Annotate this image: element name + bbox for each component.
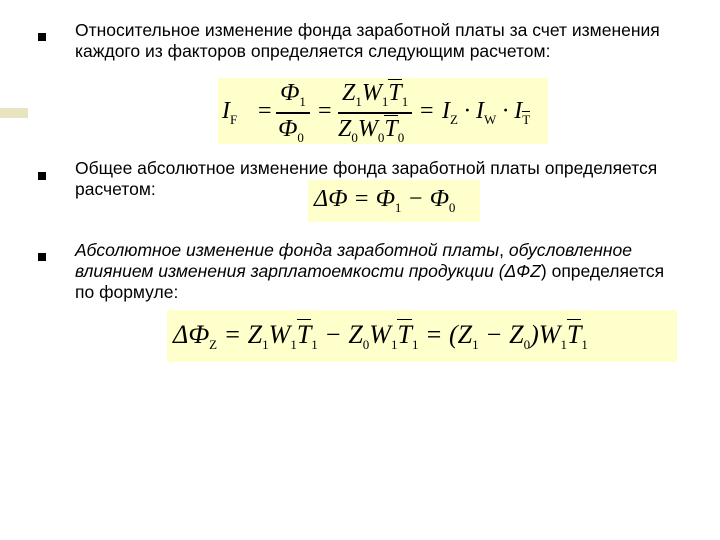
formula-1-eq3: = bbox=[420, 98, 434, 124]
bullet-marker-2 bbox=[38, 172, 46, 180]
bullet-marker-1 bbox=[38, 33, 46, 41]
formula-1-num1: $Ф_1$ bbox=[280, 80, 306, 109]
decorative-accent-bar bbox=[0, 108, 28, 118]
paragraph-3: Абсолютное изменение фонда заработной платы, обусловленное влиянием изменения зарплатоемкости продукции (ΔФZ) определяется по формуле: bbox=[75, 240, 665, 302]
formula-1-rhs: $I_Z \cdot I_W \cdot I_T$ bbox=[442, 98, 531, 127]
formula-1-eq2: = bbox=[318, 98, 332, 124]
bullet-marker-3 bbox=[38, 253, 46, 261]
formula-3-text: $\Delta Ф_Z = Z_1W_1T_1 - Z_0W_1T_1 = (Z_1 - Z_0)W_1T_1$ bbox=[173, 320, 588, 352]
formula-delta-fz bbox=[167, 310, 677, 362]
formula-1-den2: $Z_0W_0T_0$ bbox=[338, 116, 405, 145]
formula-absolute-change bbox=[308, 180, 480, 222]
formula-2-text: $\Delta Ф = Ф_1 - Ф_0$ bbox=[314, 186, 456, 215]
formula-1-eq1: = bbox=[258, 98, 272, 124]
formula-1-lhs: $I_F$ bbox=[222, 98, 238, 127]
formula-1-fraction-bar-1 bbox=[276, 112, 310, 114]
formula-1-den1: $Ф_0$ bbox=[278, 116, 304, 145]
formula-relative-change bbox=[218, 78, 548, 144]
paragraph-2: Общее абсолютное изменение фонда заработной платы определяется расчетом: bbox=[75, 158, 658, 199]
formula-1-fraction-bar-2 bbox=[338, 112, 412, 114]
delta-fz-symbol: ΔФZ bbox=[504, 261, 541, 281]
formula-1-num2: $Z_1W_1T_1$ bbox=[342, 80, 409, 109]
paragraph-1: Относительное изменение фонда заработной платы за счет изменения каждого из факторов определяется следующим расчетом: bbox=[75, 20, 660, 61]
